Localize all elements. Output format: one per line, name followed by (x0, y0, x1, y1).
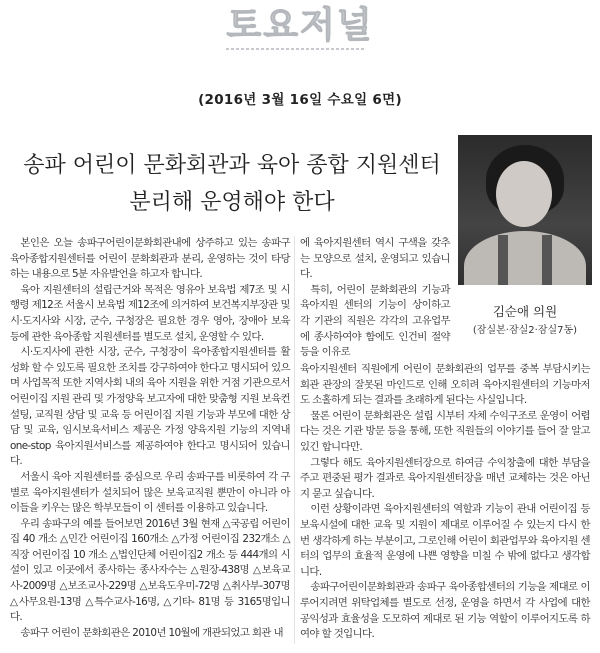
article-paragraph: 그렇다 해도 육아지원센터장으로 하여금 수익창출에 대한 부담을 주고 편중된 평가 결과로 육아지원센터장을 매년 교체하는 것은 아닌지 묻고 싶습니다. (300, 456, 590, 500)
microphone-icon (542, 235, 552, 285)
author-name: 김순애 의원 (492, 304, 558, 319)
article-right-column-top (300, 236, 450, 361)
article-right-column-bottom (300, 362, 590, 643)
headline-line-2: 분리해 운영해야 한다 (129, 190, 335, 215)
article-paragraph: 육아 지원센터의 설립근거와 목적은 영유아 보육법 제7조 및 시행령 제12조 서울시 보육법 제12조에 의거하여 보건복지부장관 및 시·도지사와 시장, 군수, 구청장은 필요한 경우 영아, 장애아 보육 등에 관한 육아종합 지원센터를 별도로 설치, 운영할 수 있다. (10, 283, 290, 343)
article-paragraph: 시·도지사에 관한 시장, 군수, 구청장이 육아종합지원센터를 활성화 할 수 있도록 필요한 조치를 강구하여야 한다고 명시되어 있으며 사업목적 또한 지역사회 내의 육아 지원을 위한 거점 기관으로서 어린이집 지원 관리 및 가정양육 보고자에 대한 맞춤형 지원 보육컨설팅, 교직원 상담 및 교육 등 어린이집 지원 기능과 부모에 대한 상담 및 교육, 임시보육서비스 제공은 가정 양육지원 기능의 지역내 one-stop 육아지원서비스를 제공하여야 한다고 명시되어 있습니다. (10, 346, 290, 468)
author-district: (잠실본·잠실2·잠실7동) (472, 325, 578, 336)
author-photo-box (458, 135, 592, 345)
author-photo (458, 135, 592, 285)
article-paragraph: 특히, 어린이 문화회관의 기능과 육아지원 센터의 기능이 상이하고 각 기관의 직원은 각각의 고유업무에 종사하여야 함에도 인건비 절약 등을 이유로 (300, 283, 450, 359)
headline-line-1: 송파 어린이 문화회관과 육아 종합 지원센터 (23, 153, 441, 178)
column-divider (294, 236, 295, 644)
newspaper-logo: 토요저널 (226, 5, 374, 46)
article-paragraph: 송파구 어린이 문화회관은 2010년 10월에 개관되었고 회관 내 (20, 626, 283, 639)
masthead (0, 0, 600, 62)
dateline: (2016년 3월 16일 수요일 6면) (198, 92, 402, 108)
microphone-icon (498, 235, 508, 285)
article-left-column (10, 236, 290, 641)
article-paragraph: 우리 송파구의 예를 들어보면 2016년 3월 현재 △국공립 어린이집 40 개소 △민간 어린이집 160개소 △가정 어린이집 232개소 △직장 어린이집 10 개소 △법인단체 어린이집2 개소 등 444개의 시설이 있고 이곳에서 종사하는 종사자수는 △원장-438명 △보육교사-2009명 △보조교사-229명 △보육도우미-72명 △취사부-307명 △사무요원-13명 △특수교사-16명, △기타- 81명 등 3165명입니다. (10, 517, 290, 624)
article-paragraph: 본인은 오늘 송파구어린이문화회관내에 상주하고 있는 송파구 육아종합지원센터를 어린이 문화회관과 분리, 운영하는 것이 타당하는 내용으로 5분 자유발언을 하고자 합니다. (10, 237, 290, 281)
article-paragraph: 송파구어린이문화회관과 송파구 육아종합센터의 기능을 제대로 이루어지려면 위탁업체를 별도로 선정, 운영을 하면서 각 사업에 대한 공익성과 효율성을 도모하여 제대로 된 기능 역할이 이루어지도록 하여야 할 것입니다. (300, 581, 590, 641)
article-paragraph: 물론 어린이 문화회관은 설립 시부터 자체 수익구조로 운영이 어렵다는 것은 기관 방문 등을 통해, 또한 직원들의 이야기를 들어 잘 알고 있긴 합니다만. (300, 409, 590, 453)
article-paragraph: 이런 상황이라면 육아지원센터의 역할과 기능이 관내 어린이집 등 보육시설에 대한 교육 및 지원이 제대로 이루어질 수 있는지 다시 한 번 생각하게 하는 부분이고, 그로인해 어린이 회관업무와 육아지원 센터의 업무의 효율적 운영에 나쁜 영향을 미칠 수 밖에 없다고 생각합니다. (300, 503, 590, 578)
article-paragraph: 서울시 육아 지원센터를 중심으로 우리 송파구를 비롯하여 각 구별로 육아지원센터가 설치되어 많은 보육교직원 뿐만이 아니라 아이들을 키우는 많은 학부모들이 이 센터를 이용하고 있습니다. (10, 470, 290, 515)
article-paragraph: 에 육아지원센터 역시 구색을 갖추는 모양으로 설치, 운영되고 있습니다. (300, 237, 450, 281)
article-paragraph: 육아지원센터 직원에게 어린이 문화회관의 업무를 중복 부담시키는 회관 관장의 잘못된 마인드로 인해 오히려 육아지원센터의 기능마저도 소홀하게 되는 결과를 초래하게 된다는 사실입니다. (300, 363, 590, 407)
logo-underline (226, 48, 366, 50)
